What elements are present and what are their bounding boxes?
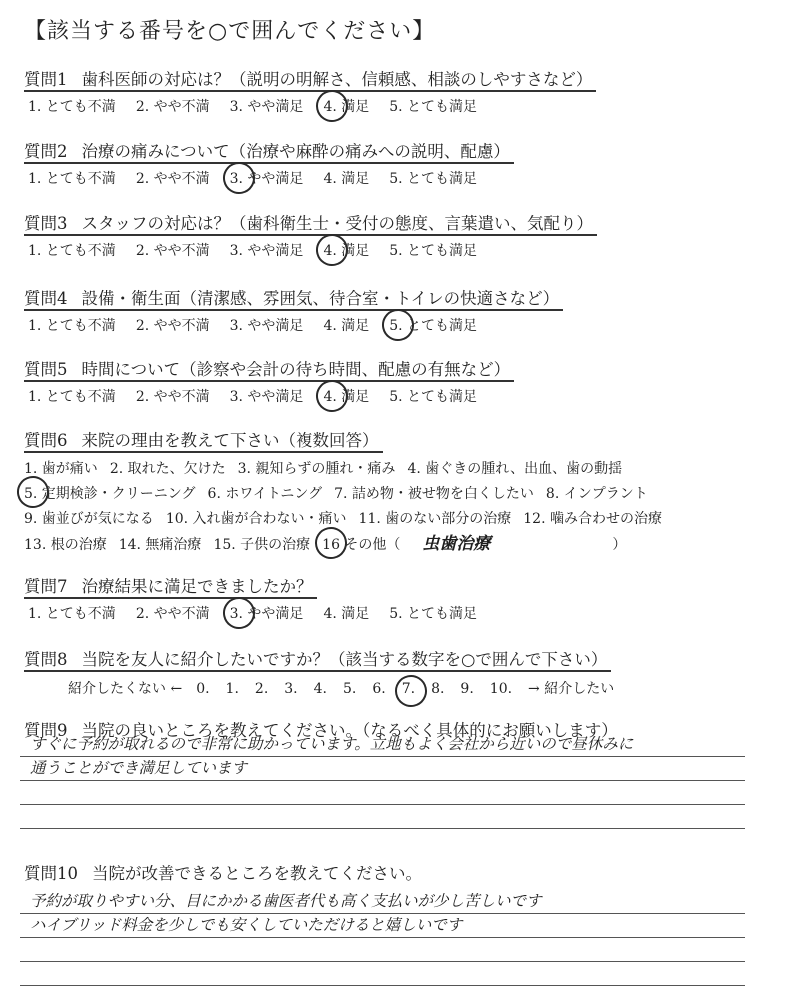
option-3[interactable]: 3. やや満足: [229, 318, 304, 334]
scale-0[interactable]: 0.: [196, 681, 210, 697]
option-16-other: [322, 532, 626, 558]
option-7[interactable]: 7. 詰め物・被せ物を白くしたい: [334, 486, 534, 502]
option-3-selected[interactable]: 3. やや満足: [230, 168, 304, 188]
option-3-selected[interactable]: 3. やや満足: [230, 603, 304, 623]
question-10-answer-area[interactable]: [20, 890, 745, 986]
option-row: [24, 457, 674, 482]
scale-10[interactable]: 10.: [489, 681, 513, 697]
option-1[interactable]: 1. とても不満: [28, 171, 116, 187]
option-1[interactable]: 1. とても不満: [28, 606, 116, 622]
question-6-options: [24, 457, 674, 558]
answer-line: [20, 781, 745, 805]
option-1[interactable]: 1. とても不満: [28, 99, 116, 115]
scale-5[interactable]: 5.: [342, 681, 357, 697]
question-7-options: [28, 603, 497, 623]
question-5-options: [28, 386, 514, 406]
option-2[interactable]: 2. やや不満: [135, 171, 210, 187]
answer-text: 通うことができ満足しています: [30, 759, 248, 777]
question-4: [24, 285, 563, 335]
question-3: [24, 210, 597, 260]
option-3[interactable]: 3. やや満足: [229, 389, 304, 405]
answer-line: [20, 757, 745, 781]
other-close-paren: ）: [612, 537, 627, 553]
question-number: 質問5: [24, 360, 68, 379]
question-6-header: [24, 427, 383, 453]
question-6: [24, 427, 674, 558]
question-text: 治療結果に満足できましたか？: [81, 577, 313, 596]
question-number: 質問6: [24, 431, 68, 450]
option-10[interactable]: 10. 入れ歯が合わない・痛い: [165, 511, 347, 527]
option-2[interactable]: 2. やや不満: [135, 318, 210, 334]
option-row: [24, 482, 674, 507]
option-14[interactable]: 14. 無痛治療: [118, 537, 202, 553]
question-3-options: [28, 240, 597, 260]
question-number: 質問10: [24, 864, 78, 883]
option-1[interactable]: 1. とても不満: [28, 318, 116, 334]
option-8[interactable]: 8. インプラント: [545, 486, 648, 502]
question-3-header: [24, 210, 597, 236]
answer-line: [20, 914, 745, 938]
option-5[interactable]: 5. とても満足: [389, 99, 478, 115]
answer-line: [20, 962, 745, 986]
scale-9[interactable]: 9.: [460, 681, 474, 697]
option-4-selected[interactable]: 4. 満足: [323, 240, 369, 260]
question-number: 質問8: [24, 650, 68, 669]
question-7: [24, 573, 497, 623]
option-6[interactable]: 6. ホワイトニング: [207, 486, 323, 502]
question-1-options: [28, 96, 596, 116]
scale-2[interactable]: 2.: [254, 681, 269, 697]
option-5-selected[interactable]: 5. とても満足: [389, 315, 477, 335]
option-4-selected[interactable]: 4. 満足: [323, 386, 369, 406]
other-answer-field[interactable]: 虫歯治療: [422, 534, 491, 554]
option-4[interactable]: 4. 満足: [323, 318, 370, 334]
question-2: [24, 138, 514, 188]
question-10: [24, 860, 422, 884]
question-number: 質問7: [24, 577, 68, 596]
option-5[interactable]: 5. とても満足: [389, 243, 478, 259]
answer-line: [20, 805, 745, 829]
question-4-header: [24, 285, 563, 311]
answer-text: ハイブリッド料金を少しでも安くしていただけると嬉しいです: [30, 916, 463, 934]
question-7-header: [24, 573, 317, 599]
answer-text: すぐに予約が取れるので非常に助かっています。立地もよく会社から近いので昼休みに: [30, 735, 634, 753]
answer-line: [20, 733, 745, 757]
answer-line: [20, 938, 745, 962]
question-number: 質問2: [24, 142, 68, 161]
question-text: スタッフの対応は？（歯科衛生士・受付の態度、言葉遣い、気配り）: [81, 214, 593, 233]
option-row: [24, 507, 674, 532]
question-number: 質問4: [24, 289, 68, 308]
scale-right-label: → 紹介したい: [528, 681, 615, 697]
option-row: [24, 532, 674, 558]
scale-8[interactable]: 8.: [431, 681, 445, 697]
option-2[interactable]: 2. やや不満: [135, 243, 210, 259]
question-10-header: [24, 860, 422, 884]
option-16-selected[interactable]: 16 その他（: [322, 533, 400, 558]
option-2[interactable]: 2. やや不満: [135, 389, 210, 405]
question-9-answer-area[interactable]: [20, 733, 745, 829]
scale-3[interactable]: 3.: [284, 681, 298, 697]
option-4[interactable]: 4. 満足: [323, 171, 370, 187]
scale-6[interactable]: 6.: [372, 681, 386, 697]
answer-text: 予約が取りやすい分、目にかかる歯医者代も高く支払いが少し苦しいです: [30, 892, 542, 910]
option-4[interactable]: 4. 満足: [323, 606, 370, 622]
question-text: 治療の痛みについて（治療や麻酔の痛みへの説明、配慮）: [81, 142, 510, 161]
scale-4[interactable]: 4.: [313, 681, 327, 697]
question-text: 歯科医師の対応は？（説明の明解さ、信頼感、相談のしやすさなど）: [81, 70, 593, 89]
question-number: 質問1: [24, 70, 68, 89]
scale-left-label: 紹介したくない ←: [68, 681, 183, 697]
question-5: [24, 356, 514, 406]
option-3[interactable]: 3. やや満足: [229, 243, 304, 259]
option-2[interactable]: 2. やや不満: [135, 606, 210, 622]
option-2[interactable]: 2. やや不満: [135, 99, 210, 115]
option-4-selected[interactable]: 4. 満足: [323, 96, 369, 116]
question-text: 当院を友人に紹介したいですか？（該当する数字を○で囲んで下さい）: [81, 650, 608, 669]
option-5[interactable]: 5. とても満足: [389, 389, 478, 405]
option-5-selected[interactable]: 5. 定期検診・クリーニング: [24, 482, 196, 507]
option-5[interactable]: 5. とても満足: [389, 606, 478, 622]
scale-1[interactable]: 1.: [225, 681, 239, 697]
option-12[interactable]: 12. 噛み合わせの治療: [523, 511, 662, 527]
question-number: 質問3: [24, 214, 68, 233]
recommend-scale: [68, 678, 628, 698]
question-text: 当院が改善できるところを教えてください。: [92, 864, 422, 883]
question-text: 時間について（診察や会計の待ち時間、配慮の有無など）: [81, 360, 511, 379]
question-text: 来院の理由を教えて下さい（複数回答）: [81, 431, 379, 450]
answer-line: [20, 890, 745, 914]
question-8: [24, 646, 628, 698]
option-13[interactable]: 13. 根の治療: [24, 537, 107, 553]
question-5-header: [24, 356, 514, 382]
option-11[interactable]: 11. 歯のない部分の治療: [358, 511, 512, 527]
page-title: 【該当する番号を○で囲んでください】: [24, 19, 436, 44]
option-9[interactable]: 9. 歯並びが気になる: [24, 511, 154, 527]
question-2-options: [28, 168, 514, 188]
option-2[interactable]: 2. 取れた、欠けた: [109, 461, 226, 477]
option-3[interactable]: 3. 親知らずの腫れ・痛み: [237, 461, 396, 477]
question-4-options: [28, 315, 563, 335]
question-number: 質問9: [24, 721, 68, 740]
option-1[interactable]: 1. 歯が痛い: [24, 461, 98, 477]
question-1-header: [24, 66, 596, 92]
question-1: [24, 66, 596, 116]
option-1[interactable]: 1. とても不満: [28, 389, 116, 405]
question-8-header: [24, 646, 611, 672]
scale-7-selected[interactable]: 7.: [401, 681, 416, 697]
question-text: 設備・衛生面（清潔感、雰囲気、待合室・トイレの快適さなど）: [81, 289, 560, 308]
option-1[interactable]: 1. とても不満: [28, 243, 116, 259]
option-3[interactable]: 3. やや満足: [229, 99, 304, 115]
option-15[interactable]: 15. 子供の治療: [213, 537, 311, 553]
option-5[interactable]: 5. とても満足: [389, 171, 478, 187]
option-4[interactable]: 4. 歯ぐきの腫れ、出血、歯の動揺: [407, 461, 623, 477]
question-text: 当院の良いところを教えてください。（なるべく具体的にお願いします）: [81, 721, 618, 740]
question-2-header: [24, 138, 514, 164]
